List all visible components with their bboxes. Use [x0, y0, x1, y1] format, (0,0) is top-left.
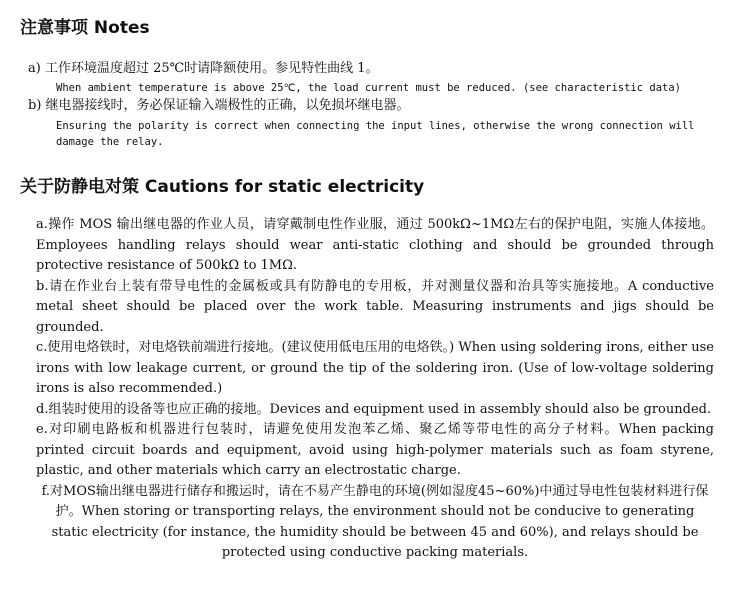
caution-a: a.操作 MOS 输出继电器的作业人员，请穿戴制电性作业服，通过 500kΩ~1MΩ左右的保护电阻，实施人体接地。Employees handling relays should wear anti-static clothing and should be grounded through protective resistance of 500kΩ to 1MΩ.	[36, 217, 714, 273]
caution-e: e.对印刷电路板和机器进行包装时，请避免使用发泡苯乙烯、聚乙烯等带电性的高分子材料。When packing printed circuit boards and equipment, avoid using high-polymer materials such as foam styrene, plastic, and other materials which carry an electrostatic charge.	[36, 422, 714, 478]
note-b-english: Ensuring the polarity is correct when connecting the input lines, otherwise the wrong connection will damage the relay.	[56, 120, 695, 148]
static-cautions-heading: 关于防静电对策 Cautions for static electricity	[20, 177, 425, 197]
static-cautions-list	[36, 215, 714, 564]
caution-d: d.组装时使用的设备等也应正确的接地。Devices and equipment used in assembly should also be grounded.	[36, 401, 712, 417]
caution-b: b.请在作业台上装有带导电性的金属板或具有防静电的专用板，并对测量仪器和治具等实施接地。A conductive metal sheet should be placed over the work table. Measuring instruments and jigs should be grounded.	[36, 278, 714, 335]
notes-heading: 注意事项 Notes	[20, 18, 150, 38]
caution-f: f.对MOS输出继电器进行储存和搬运时，请在不易产生静电的环境(例如湿度45~60%)中通过导电性包装材料进行保护。When storing or transporting relays, the environment should not be conducive to generating static electricity (for instance, the humidity should be between 45 and 60%), and relays should be protected using conductive packing materials.	[41, 483, 709, 560]
note-a-english: When ambient temperature is above 25℃, the load current must be reduced. (see characteristic data)	[56, 82, 681, 94]
note-a-chinese: a) 工作环境温度超过 25℃时请降额使用。参见特性曲线 1。	[28, 61, 379, 76]
note-b-chinese: b) 继电器接线时，务必保证输入端极性的正确，以免损坏继电器。	[28, 98, 410, 113]
caution-c: c.使用电烙铁时，对电烙铁前端进行接地。(建议使用低电压用的电烙铁。) When using soldering irons, either use irons with low leakage current, or ground the tip of the soldering iron. (Use of low-voltage soldering irons is also recommended.)	[36, 340, 714, 396]
